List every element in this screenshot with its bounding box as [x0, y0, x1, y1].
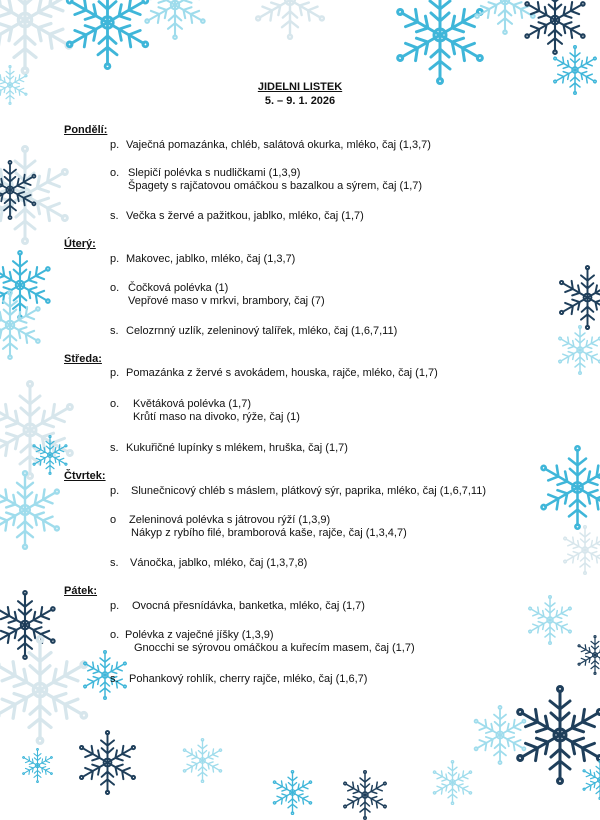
meal-code: s.: [110, 441, 119, 455]
snowflake-icon: [535, 445, 600, 530]
day-heading-friday: Pátek:: [64, 585, 97, 597]
snowflake-icon: [140, 0, 210, 40]
snowflake-icon: [555, 265, 600, 330]
day-heading-wednesday: Středa:: [64, 353, 102, 365]
meal-line: Pomazánka z žervé s avokádem, houska, rajče, mléko, čaj (1,7): [126, 366, 438, 380]
meal-line: Polévka z vaječné jíšky (1,3,9): [125, 628, 274, 642]
snowflake-icon: [575, 635, 600, 675]
snowflake-icon: [580, 760, 600, 800]
meal-line: Vaječná pomazánka, chléb, salátová okurka, mléko, čaj (1,3,7): [126, 138, 431, 152]
day-heading-monday: Pondělí:: [64, 124, 107, 136]
snowflake-icon: [430, 760, 475, 805]
snowflake-icon: [80, 650, 130, 700]
meal-code: o.: [110, 166, 119, 180]
meal-line: Krůtí maso na divoko, rýže, čaj (1): [133, 410, 300, 424]
meal-line: Kukuřičné lupínky s mlékem, hruška, čaj (1,7): [126, 441, 348, 455]
meal-code: s.: [110, 324, 119, 338]
meal-code: s.: [110, 672, 119, 686]
meal-code: p.: [110, 599, 119, 613]
meal-line: Gnocchi se sýrovou omáčkou a kuřecím masem, čaj (1,7): [134, 641, 415, 655]
snowflake-icon: [250, 0, 330, 40]
meal-line: Makovec, jablko, mléko, čaj (1,3,7): [126, 252, 295, 266]
meal-line: Špagety s rajčatovou omáčkou s bazalkou a sýrem, čaj (1,7): [128, 179, 422, 193]
menu-date-range: 5. – 9. 1. 2026: [0, 95, 600, 107]
snowflake-icon: [560, 525, 600, 575]
meal-code: o: [110, 513, 116, 527]
meal-code: p.: [110, 252, 119, 266]
meal-line: Čočková polévka (1): [128, 281, 228, 295]
snowflake-icon: [270, 770, 315, 815]
meal-line: Vánočka, jablko, mléko, čaj (1,3,7,8): [130, 556, 307, 570]
snowflake-icon: [470, 705, 530, 765]
meal-line: Květáková polévka (1,7): [133, 397, 251, 411]
meal-line: Celozrnný uzlík, zeleninový talířek, mléko, čaj (1,6,7,11): [126, 324, 397, 338]
meal-line: Pohankový rohlík, cherry rajče, mléko, čaj (1,6,7): [129, 672, 367, 686]
meal-line: Nákyp z rybího filé, bramborová kaše, rajče, čaj (1,3,4,7): [131, 526, 407, 540]
meal-line: Vepřové maso v mrkvi, brambory, čaj (7): [128, 294, 325, 308]
snowflake-icon: [340, 770, 390, 820]
meal-code: p.: [110, 138, 119, 152]
meal-code: s.: [110, 556, 119, 570]
snowflake-icon: [555, 325, 600, 375]
snowflake-icon: [0, 470, 65, 550]
snowflake-icon: [75, 730, 140, 795]
meal-line: Slepičí polévka s nudličkami (1,3,9): [128, 166, 300, 180]
snowflake-icon: [30, 435, 70, 475]
meal-line: Slunečnicový chléb s máslem, plátkový sýr, paprika, mléko, čaj (1,6,7,11): [131, 484, 486, 498]
meal-code: o.: [110, 281, 119, 295]
meal-line: Ovocná přesnídávka, banketka, mléko, čaj (1,7): [132, 599, 365, 613]
meal-line: Večka s žervé a pažitkou, jablko, mléko, čaj (1,7): [126, 209, 364, 223]
snowflake-icon: [20, 748, 55, 783]
meal-code: p.: [110, 366, 119, 380]
meal-line: Zeleninová polévka s játrovou rýží (1,3,9): [129, 513, 330, 527]
snowflake-icon: [525, 595, 575, 645]
snowflake-icon: [0, 290, 45, 360]
snowflake-icon: [0, 160, 40, 220]
day-heading-thursday: Čtvrtek:: [64, 470, 106, 482]
meal-code: o.: [110, 628, 119, 642]
meal-code: p.: [110, 484, 119, 498]
meal-code: s.: [110, 209, 119, 223]
day-heading-tuesday: Úterý:: [64, 238, 96, 250]
meal-code: o.: [110, 397, 119, 411]
snowflake-icon: [180, 738, 225, 783]
menu-title: JIDELNI LISTEK: [0, 81, 600, 93]
